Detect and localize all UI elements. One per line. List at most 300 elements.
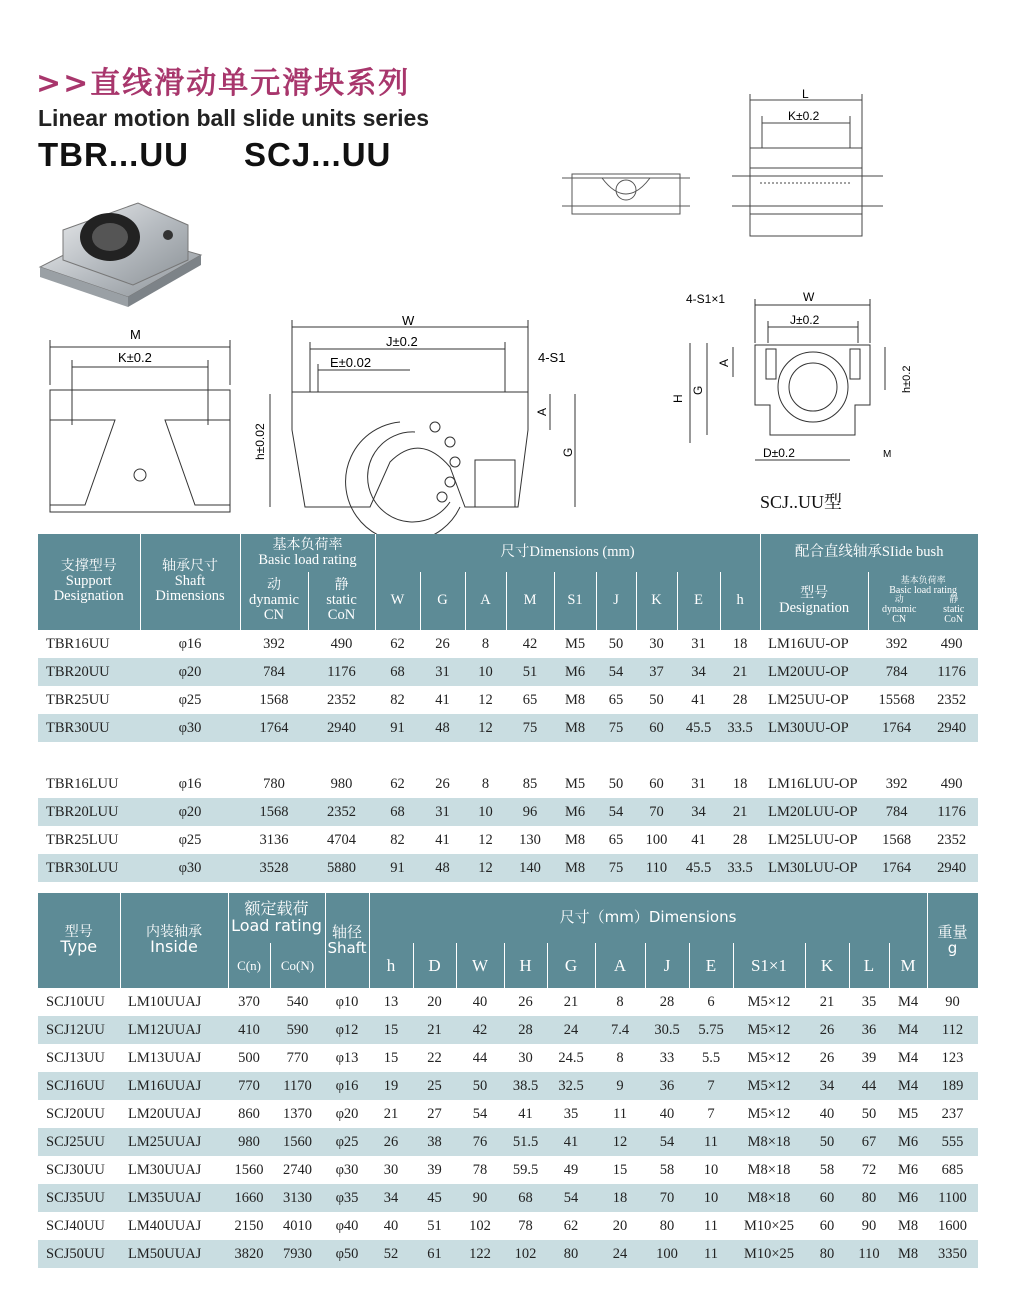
- table-cell: 35: [563, 1105, 579, 1122]
- table-cell: φ20: [140, 798, 240, 826]
- scj-end-label-A: A: [717, 358, 731, 367]
- table-cell: SCJ20UU: [46, 1105, 105, 1122]
- table-cell: 50: [805, 1128, 849, 1156]
- table-cell: 90: [456, 1184, 504, 1212]
- table-cell: 4704: [327, 831, 356, 848]
- header-scj-col-E: E: [689, 943, 733, 988]
- table-cell: 62: [390, 635, 405, 652]
- table-cell: 31: [691, 775, 706, 792]
- table-row: [38, 1184, 978, 1212]
- table-row: [38, 686, 978, 714]
- table-cell: M6: [889, 1128, 927, 1156]
- table-cell: LM16UUAJ: [120, 1072, 228, 1100]
- table-cell: 2940: [925, 854, 978, 882]
- table-cell: 59.5: [512, 1161, 539, 1178]
- table-cell: 410: [228, 1016, 270, 1044]
- table-cell: 31: [420, 798, 465, 826]
- table-cell: [636, 742, 677, 770]
- table-cell: 60: [649, 775, 664, 792]
- table-cell: 2740: [283, 1161, 312, 1178]
- table-cell: 10: [689, 1184, 733, 1212]
- table-cell: 20: [612, 1217, 628, 1234]
- table-row: [38, 1044, 978, 1072]
- table-cell: 34: [677, 798, 720, 826]
- table-cell: 22: [427, 1049, 442, 1066]
- table-cell: 18: [732, 635, 748, 652]
- table-cell: 8: [616, 1049, 624, 1066]
- tbr-side-label-W: W: [402, 313, 415, 328]
- table-cell: 49: [563, 1161, 579, 1178]
- table-cell: 21: [413, 1016, 456, 1044]
- table-cell: 1100: [927, 1184, 978, 1212]
- table-row: [38, 742, 978, 770]
- table-cell: 1170: [270, 1072, 325, 1100]
- table-cell: LM25UU-OP: [768, 691, 849, 708]
- table-cell: [240, 742, 308, 770]
- table-cell: 9: [595, 1072, 645, 1100]
- model-scj: SCJ...UU: [244, 136, 392, 173]
- table-cell: LM40UUAJ: [128, 1217, 202, 1234]
- table-cell: 1600: [938, 1217, 968, 1234]
- table-row: [38, 630, 978, 658]
- table-cell: φ25: [325, 1128, 369, 1156]
- table-cell: M4: [889, 1072, 927, 1100]
- table-cell: LM10UUAJ: [128, 993, 202, 1010]
- table-cell: φ30: [140, 854, 240, 882]
- table-cell: 96: [506, 798, 554, 826]
- table-cell: 1764: [868, 854, 925, 882]
- table-cell: M5×12: [747, 993, 791, 1010]
- table-cell: 102: [469, 1217, 491, 1234]
- table-cell: 45: [413, 1184, 456, 1212]
- table-cell: SCJ25UU: [38, 1128, 120, 1156]
- table-cell: 1764: [240, 714, 308, 742]
- table-cell: 36: [645, 1072, 689, 1100]
- header-scj-dimensions: 尺寸（mm）Dimensions: [369, 893, 927, 943]
- table-cell: SCJ35UU: [38, 1184, 120, 1212]
- table-cell: LM20UUAJ: [128, 1105, 202, 1122]
- table-cell: LM30UUAJ: [128, 1161, 202, 1178]
- table-cell: 1568: [882, 831, 912, 848]
- table-cell: [506, 742, 554, 770]
- table-cell: LM20UU-OP: [760, 658, 868, 686]
- table-cell: 1176: [925, 798, 978, 826]
- header-scj-col-h: h: [369, 943, 413, 988]
- table-cell: 21: [819, 993, 835, 1010]
- table-cell: 60: [805, 1184, 849, 1212]
- table-cell: 61: [413, 1240, 456, 1268]
- table-cell: 123: [941, 1049, 964, 1066]
- table-cell: SCJ50UU: [38, 1240, 120, 1268]
- table-cell: 21: [720, 658, 760, 686]
- table-cell: M5: [897, 1105, 919, 1122]
- table-cell: M6: [554, 658, 596, 686]
- table-cell: TBR20LUU: [38, 798, 140, 826]
- scj-end-label-H: H: [671, 394, 685, 403]
- table-cell: LM13UUAJ: [128, 1049, 202, 1066]
- table-cell: 27: [427, 1105, 442, 1122]
- table-cell: 30: [649, 635, 664, 652]
- table-row: [38, 1128, 978, 1156]
- table-cell: [677, 742, 720, 770]
- table-cell: M10×25: [733, 1240, 805, 1268]
- table-cell: 2940: [925, 714, 978, 742]
- table-cell: 26: [819, 1049, 835, 1066]
- header-scj-col-J: J: [645, 943, 689, 988]
- table-cell: 8: [481, 775, 490, 792]
- table-cell: 68: [375, 658, 420, 686]
- table-row: [38, 798, 978, 826]
- table-cell: 3136: [259, 831, 289, 848]
- tbr-side-label-G: G: [561, 447, 575, 457]
- table-cell: 51.5: [504, 1128, 547, 1156]
- table-cell: 110: [849, 1240, 889, 1268]
- header-weight: 重量 g: [927, 893, 978, 988]
- table-cell: 36: [849, 1016, 889, 1044]
- table-cell: 15: [612, 1161, 628, 1178]
- table-cell: 32.5: [547, 1072, 595, 1100]
- table-row: [38, 826, 978, 854]
- table-cell: 1370: [283, 1105, 312, 1122]
- table-cell: [420, 742, 465, 770]
- table-cell: 2352: [937, 831, 967, 848]
- table-cell: 33.5: [720, 854, 760, 882]
- table-cell: 12: [595, 1128, 645, 1156]
- table-cell: SCJ30UU: [46, 1161, 105, 1178]
- table-cell: LM25UUAJ: [120, 1128, 228, 1156]
- table-cell: 67: [849, 1128, 889, 1156]
- table-cell: 82: [390, 691, 405, 708]
- table-cell: 51: [506, 658, 554, 686]
- header-slide-bush: 配合直线轴承SIide bush: [760, 534, 978, 572]
- table-cell: 41: [691, 691, 706, 708]
- table-cell: 34: [677, 658, 720, 686]
- table-cell: 44: [472, 1049, 488, 1066]
- table-cell: 28: [732, 831, 748, 848]
- table-cell: 392: [885, 775, 908, 792]
- table-cell: 490: [330, 635, 353, 652]
- table-cell: φ35: [325, 1184, 369, 1212]
- header-col-h: h: [720, 572, 760, 630]
- table-cell: 45.5: [677, 714, 720, 742]
- table-row: [38, 854, 978, 882]
- table-cell: φ16: [178, 635, 202, 652]
- table-cell: 39: [427, 1161, 442, 1178]
- table-cell: LM30LUU-OP: [760, 854, 868, 882]
- header-c: C(n): [228, 943, 270, 988]
- table-cell: 30: [518, 1049, 533, 1066]
- scj-side-label-L: L: [802, 87, 809, 101]
- table-cell: LM16LUU-OP: [768, 775, 858, 792]
- table-cell: 78: [472, 1161, 488, 1178]
- header-scj-col-W: W: [456, 943, 504, 988]
- table-cell: [596, 742, 636, 770]
- table-cell: M5×12: [733, 1072, 805, 1100]
- table-cell: 21: [383, 1105, 399, 1122]
- table-cell: 24: [595, 1240, 645, 1268]
- table-cell: 784: [868, 798, 925, 826]
- header-dynamic: 动 dynamic CN: [240, 572, 308, 630]
- tbr-side-label-A: A: [535, 407, 549, 416]
- scj-front-thumbnail: [560, 170, 692, 218]
- tbr-end-drawing: [40, 325, 240, 520]
- table-cell: 68: [375, 798, 420, 826]
- table-cell: 7: [689, 1072, 733, 1100]
- table-cell: φ50: [325, 1240, 369, 1268]
- table-cell: 54: [472, 1105, 488, 1122]
- table-cell: 90: [861, 1217, 877, 1234]
- table-cell: 189: [927, 1072, 978, 1100]
- table-cell: 19: [369, 1072, 413, 1100]
- table-cell: φ20: [140, 658, 240, 686]
- table-cell: M5×12: [747, 1049, 791, 1066]
- table-cell: 90: [945, 993, 960, 1010]
- table-cell: LM25LUU-OP: [768, 831, 858, 848]
- table-cell: 370: [238, 993, 260, 1010]
- table-cell: 12: [478, 831, 493, 848]
- table-cell: 41: [518, 1105, 533, 1122]
- table-cell: M6: [897, 1161, 919, 1178]
- table-cell: M8×18: [733, 1184, 805, 1212]
- table-cell: 38: [413, 1128, 456, 1156]
- table-cell: 1176: [925, 658, 978, 686]
- table-cell: 31: [420, 658, 465, 686]
- tbr-side-label-h: h±0.02: [253, 423, 267, 460]
- table-cell: 54: [547, 1184, 595, 1212]
- table-cell: 10: [703, 1161, 719, 1178]
- table-cell: 3130: [270, 1184, 325, 1212]
- table-cell: 1764: [868, 714, 925, 742]
- table-cell: M8: [554, 854, 596, 882]
- table-cell: φ20: [335, 1105, 359, 1122]
- header-bush-designation: 型号 Designation: [760, 572, 868, 630]
- scj-end-label-G: G: [691, 385, 705, 395]
- table-cell: 48: [420, 714, 465, 742]
- table-cell: 26: [805, 1016, 849, 1044]
- table-cell: 54: [645, 1128, 689, 1156]
- table-cell: TBR20UU: [38, 658, 140, 686]
- table-cell: 80: [659, 1217, 675, 1234]
- table-cell: 6: [707, 993, 715, 1010]
- table-cell: 11: [704, 1217, 718, 1234]
- header-col-K: K: [636, 572, 677, 630]
- table-cell: 28: [659, 993, 675, 1010]
- table-cell: [140, 742, 240, 770]
- table-cell: M4: [897, 1049, 919, 1066]
- header-inside: 内装轴承 Inside: [120, 893, 228, 988]
- table-cell: 50: [456, 1072, 504, 1100]
- table-cell: [720, 742, 760, 770]
- table-cell: 11: [689, 1240, 733, 1268]
- table-cell: 500: [238, 1049, 260, 1066]
- table-cell: M10×25: [743, 1217, 795, 1234]
- table-cell: 30: [383, 1161, 399, 1178]
- table-cell: LM16UU-OP: [768, 635, 849, 652]
- table-cell: 37: [636, 658, 677, 686]
- scj-side-drawing: [730, 88, 885, 243]
- table-cell: 33: [659, 1049, 675, 1066]
- table-cell: M8: [564, 691, 586, 708]
- table-cell: 20: [427, 993, 442, 1010]
- table-cell: 110: [636, 854, 677, 882]
- table-cell: 8: [481, 635, 490, 652]
- header-scj-col-K: K: [805, 943, 849, 988]
- table-cell: 72: [861, 1161, 877, 1178]
- table-cell: 2352: [937, 691, 967, 708]
- table-cell: SCJ16UU: [38, 1072, 120, 1100]
- table-cell: φ25: [178, 831, 202, 848]
- table-cell: 490: [940, 635, 963, 652]
- header-bush-load: 基本负荷率 Basic load rating 动 dynamic CN 静 static CoN: [868, 572, 978, 630]
- table-cell: [554, 742, 596, 770]
- table-cell: 82: [390, 831, 405, 848]
- header-type: 型号 Type: [38, 893, 120, 988]
- table-cell: 75: [596, 714, 636, 742]
- table-row: [38, 714, 978, 742]
- table-cell: 65: [608, 831, 624, 848]
- table-cell: M5×12: [747, 1105, 791, 1122]
- tbr-end-label-M: M: [130, 327, 141, 342]
- table-cell: 54: [596, 658, 636, 686]
- table-cell: 50: [649, 691, 664, 708]
- table-cell: 392: [263, 635, 285, 652]
- header-shaft: 轴承尺寸 Shaft Dimensions: [140, 534, 240, 630]
- header-col-E: E: [677, 572, 720, 630]
- table-cell: 2352: [308, 798, 375, 826]
- table-cell: 4010: [283, 1217, 312, 1234]
- table-cell: M8: [554, 714, 596, 742]
- table-row: [38, 658, 978, 686]
- table-cell: 39: [861, 1049, 877, 1066]
- table-cell: 13: [383, 993, 399, 1010]
- table-cell: LM30UU-OP: [760, 714, 868, 742]
- table-cell: 91: [375, 714, 420, 742]
- table-cell: φ30: [140, 714, 240, 742]
- table-cell: LM50UUAJ: [120, 1240, 228, 1268]
- table-cell: 122: [456, 1240, 504, 1268]
- header-scj-load: 额定载荷 Load rating: [228, 893, 325, 943]
- header-scj-col-M: M: [889, 943, 927, 988]
- model-tbr: TBR...UU: [38, 136, 189, 173]
- table-cell: 100: [645, 831, 668, 848]
- table-row: [38, 770, 978, 798]
- table-cell: 860: [238, 1105, 260, 1122]
- table-cell: 1568: [240, 798, 308, 826]
- table-row: [38, 1156, 978, 1184]
- table-cell: 1176: [308, 658, 375, 686]
- table-cell: 7.4: [595, 1016, 645, 1044]
- header-col-S1: S1: [554, 572, 596, 630]
- table-cell: 5.75: [689, 1016, 733, 1044]
- header-scj-col-A: A: [595, 943, 645, 988]
- table-cell: 50: [608, 775, 624, 792]
- table-cell: 60: [819, 1217, 835, 1234]
- table-cell: 34: [369, 1184, 413, 1212]
- table-cell: 5880: [308, 854, 375, 882]
- table-cell: 784: [868, 658, 925, 686]
- table-cell: 40: [659, 1105, 675, 1122]
- header-scj-col-D: D: [413, 943, 456, 988]
- table-cell: 8: [616, 993, 624, 1010]
- table-cell: φ10: [335, 993, 359, 1010]
- header-col-G: G: [420, 572, 465, 630]
- table-row: [38, 1240, 978, 1268]
- table-cell: M5: [564, 775, 586, 792]
- table-cell: 58: [819, 1161, 835, 1178]
- tbr-spec-table: [38, 534, 979, 882]
- table-cell: φ16: [178, 775, 202, 792]
- table-cell: 12: [465, 714, 506, 742]
- table-cell: M6: [554, 798, 596, 826]
- header-col-J: J: [596, 572, 636, 630]
- table-cell: 980: [330, 775, 353, 792]
- table-cell: 50: [861, 1105, 877, 1122]
- table-cell: M4: [897, 993, 919, 1010]
- header-col-W: W: [375, 572, 420, 630]
- table-cell: TBR30UU: [38, 714, 140, 742]
- header-load-rating: 基本负荷率 Basic load rating: [240, 534, 375, 572]
- table-cell: 42: [522, 635, 538, 652]
- table-row: [38, 988, 978, 1016]
- table-cell: 40: [472, 993, 488, 1010]
- table-cell: SCJ13UU: [46, 1049, 105, 1066]
- table-cell: 80: [547, 1240, 595, 1268]
- table-cell: 62: [390, 775, 405, 792]
- header-static: 静 static CoN: [308, 572, 375, 630]
- table-cell: 24: [547, 1016, 595, 1044]
- table-cell: SCJ40UU: [46, 1217, 105, 1234]
- header-support: 支撑型号 Support Designation: [38, 534, 140, 630]
- tbr-side-label-E: E±0.02: [330, 355, 372, 370]
- table-cell: 685: [941, 1161, 964, 1178]
- tbr-side-label-S1: 4-S1: [538, 350, 566, 365]
- table-cell: 15: [383, 1049, 399, 1066]
- table-cell: φ12: [325, 1016, 369, 1044]
- table-cell: 45.5: [677, 854, 720, 882]
- table-cell: 40: [383, 1217, 399, 1234]
- table-cell: 24.5: [558, 1049, 584, 1066]
- scj-end-label-S1x1: 4-S1×1: [686, 292, 726, 306]
- table-cell: LM20LUU-OP: [760, 798, 868, 826]
- table-cell: TBR25LUU: [46, 831, 119, 848]
- table-cell: φ40: [335, 1217, 359, 1234]
- table-cell: 41: [691, 831, 706, 848]
- table-cell: 30.5: [645, 1016, 689, 1044]
- table-cell: 540: [286, 993, 309, 1010]
- tbr-end-label-K: K±0.2: [118, 350, 152, 365]
- table-cell: TBR16LUU: [46, 775, 119, 792]
- table-cell: TBR30LUU: [38, 854, 140, 882]
- table-cell: 11: [613, 1105, 627, 1122]
- title-english: Linear motion ball slide units series: [38, 105, 430, 131]
- table-cell: LM12UUAJ: [120, 1016, 228, 1044]
- table-cell: 784: [240, 658, 308, 686]
- table-row: [38, 1100, 978, 1128]
- table-cell: 770: [228, 1072, 270, 1100]
- scj-end-label-M: M: [883, 449, 892, 460]
- table-cell: [38, 742, 140, 770]
- table-cell: 18: [732, 775, 748, 792]
- table-row: [38, 1072, 978, 1100]
- table-cell: 2940: [308, 714, 375, 742]
- table-cell: 112: [927, 1016, 978, 1044]
- scj-spec-table: [38, 893, 979, 1268]
- title-chinese: >>直线滑动单元滑块系列: [36, 66, 411, 101]
- table-cell: M8: [897, 1217, 919, 1234]
- table-cell: SCJ12UU: [38, 1016, 120, 1044]
- header-scj-shaft: 轴径 Shaft: [325, 893, 369, 988]
- table-cell: 12: [465, 854, 506, 882]
